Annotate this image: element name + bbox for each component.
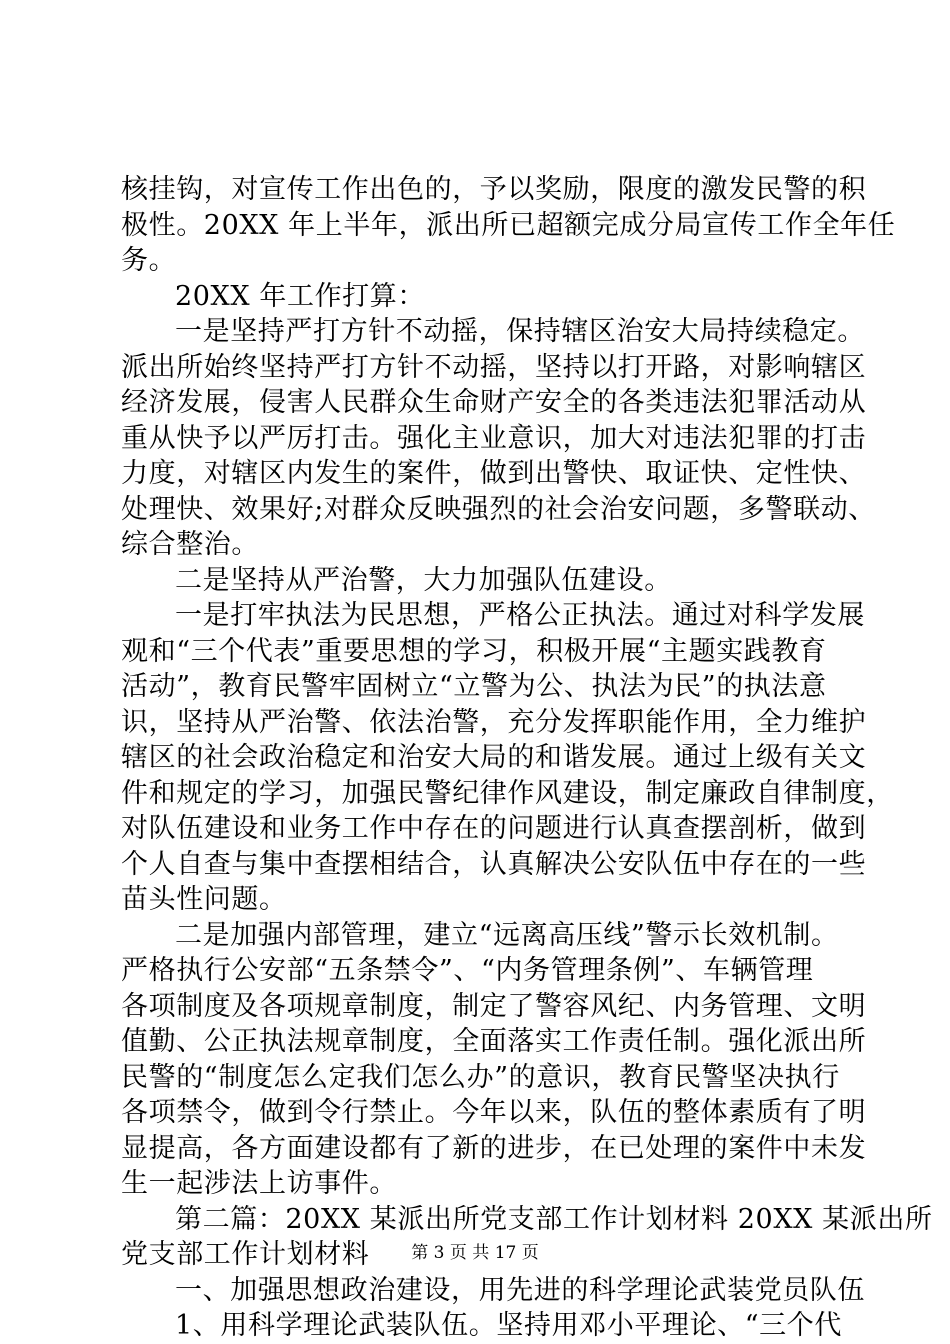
text-line: 活动”，教育民警牢固树立“立警为公、执法为民”的执法意: [121, 671, 827, 702]
text-line: 个人自查与集中查摆相结合，认真解决公安队伍中存在的一些: [121, 848, 867, 880]
page-number-label: 第 3 页 共 17 页: [411, 1243, 539, 1263]
text-line: 20XX 年工作打算：: [175, 280, 425, 312]
text-line: 一、加强思想政治建设，用先进的科学理论武装党员队伍: [175, 1274, 865, 1306]
text-line: 1、用科学理论武装队伍。坚持用邓小平理论、“三个代: [175, 1310, 842, 1341]
text-line: 二是加强内部管理，建立“远离高压线”警示长效机制。: [175, 919, 839, 951]
text-line: 观和“三个代表”重要思想的学习，积极开展“主题实践教育: [121, 635, 827, 667]
text-line: 务。: [121, 245, 177, 276]
text-line: 党支部工作计划材料: [121, 1239, 370, 1270]
text-line: 经济发展，侵害人民群众生命财产安全的各类违法犯罪活动从: [121, 387, 867, 418]
text-line: 极性。20XX 年上半年，派出所已超额完成分局宣传工作全年任: [121, 209, 896, 241]
text-line: 核挂钩，对宣传工作出色的，予以奖励，限度的激发民警的积: [121, 174, 867, 205]
text-line: 各项禁令，做到令行禁止。今年以来，队伍的整体素质有了明: [121, 1097, 867, 1128]
text-line: 一是坚持严打方针不动摇，保持辖区治安大局持续稳定。: [175, 316, 865, 347]
text-line: 苗头性问题。: [121, 884, 287, 915]
page-footer: [0, 1242, 950, 1264]
text-line: 各项制度及各项规章制度，制定了警容风纪、内务管理、文明: [121, 990, 867, 1022]
text-line: 派出所始终坚持严打方针不动摇，坚持以打开路，对影响辖区: [121, 351, 867, 383]
text-line: 处理快、效果好;对群众反映强烈的社会治安问题，多警联动、: [121, 493, 876, 525]
text-line: 力度，对辖区内发生的案件，做到出警快、取证快、定性快、: [121, 458, 867, 489]
text-line: 识，坚持从严治警、依法治警，充分发挥职能作用，全力维护: [121, 706, 867, 738]
text-line: 二是坚持从严治警，大力加强队伍建设。: [175, 564, 672, 596]
text-line: 民警的“制度怎么定我们怎么办”的意识，教育民警坚决执行: [121, 1061, 840, 1093]
text-line: 生一起涉法上访事件。: [121, 1168, 397, 1199]
text-line: 辖区的社会政治稳定和治安大局的和谐发展。通过上级有关文: [121, 742, 867, 773]
text-line: 对队伍建设和业务工作中存在的问题进行认真查摆剖析，做到: [121, 813, 867, 844]
text-line: 件和规定的学习，加强民警纪律作风建设，制定廉政自律制度，: [121, 777, 894, 809]
document-body: [121, 172, 933, 1344]
text-line: 严格执行公安部“五条禁令”、“内务管理条例”、车辆管理: [121, 955, 814, 986]
text-line: 值勤、公正执法规章制度，全面落实工作责任制。强化派出所: [121, 1026, 867, 1057]
text-line: 重从快予以严厉打击。强化主业意识，加大对违法犯罪的打击: [121, 422, 867, 454]
text-line: 一是打牢执法为民思想，严格公正执法。通过对科学发展: [175, 600, 865, 631]
text-line: 显提高，各方面建设都有了新的进步，在已处理的案件中未发: [121, 1132, 867, 1164]
text-line: 第二篇：20XX 某派出所党支部工作计划材料 20XX 某派出所: [175, 1203, 933, 1235]
text-line: 综合整治。: [121, 529, 259, 560]
